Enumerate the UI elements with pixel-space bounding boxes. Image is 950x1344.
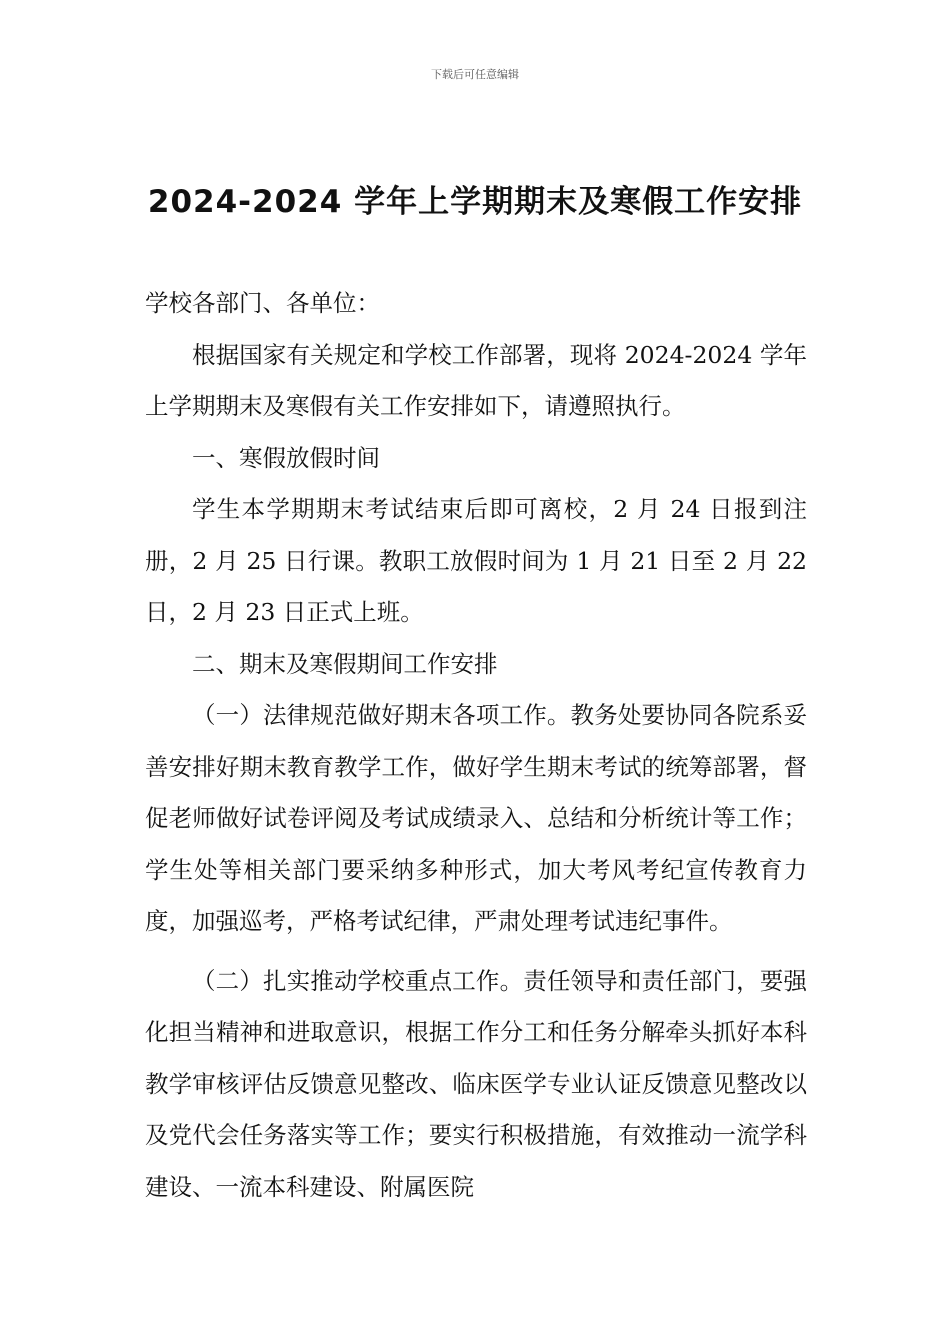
document-body: [145, 278, 807, 1213]
work-item-2-paragraph: （二）扎实推动学校重点工作。责任领导和责任部门，要强化担当精神和进取意识，根据工作分工和任务分解牵头抓好本科教学审核评估反馈意见整改、临床医学专业认证反馈意见整改以及党代会任务落实等工作；要实行积极措施，有效推动一流学科建设、一流本科建设、附属医院: [145, 966, 807, 1201]
section-heading-2: 二、期末及寒假期间工作安排: [192, 649, 498, 678]
salutation: 学校各部门、各单位：: [145, 289, 380, 317]
document-title: 2024-2024 学年上学期期末及寒假工作安排: [147, 184, 803, 220]
header-note: 下载后可任意编辑: [431, 68, 519, 81]
intro-paragraph: 根据国家有关规定和学校工作部署，现将 2024-2024 学年上学期期末及寒假有关工作安排如下，请遵照执行。: [145, 340, 807, 420]
section-heading-1: 一、寒假放假时间: [192, 443, 380, 472]
vacation-time-paragraph: 学生本学期期末考试结束后即可离校，2 月 24 日报到注册，2 月 25 日行课。教职工放假时间为 1 月 21 日至 2 月 22 日，2 月 23 日正式上班。: [145, 495, 807, 626]
work-item-1-paragraph: （一）法律规范做好期末各项工作。教务处要协同各院系妥善安排好期末教育教学工作，做好学生期末考试的统筹部署，督促老师做好试卷评阅及考试成绩录入、总结和分析统计等工作；学生处等相关部门要采纳多种形式，加大考风考纪宣传教育力度，加强巡考，严格考试纪律，严肃处理考试违纪事件。: [145, 701, 807, 935]
